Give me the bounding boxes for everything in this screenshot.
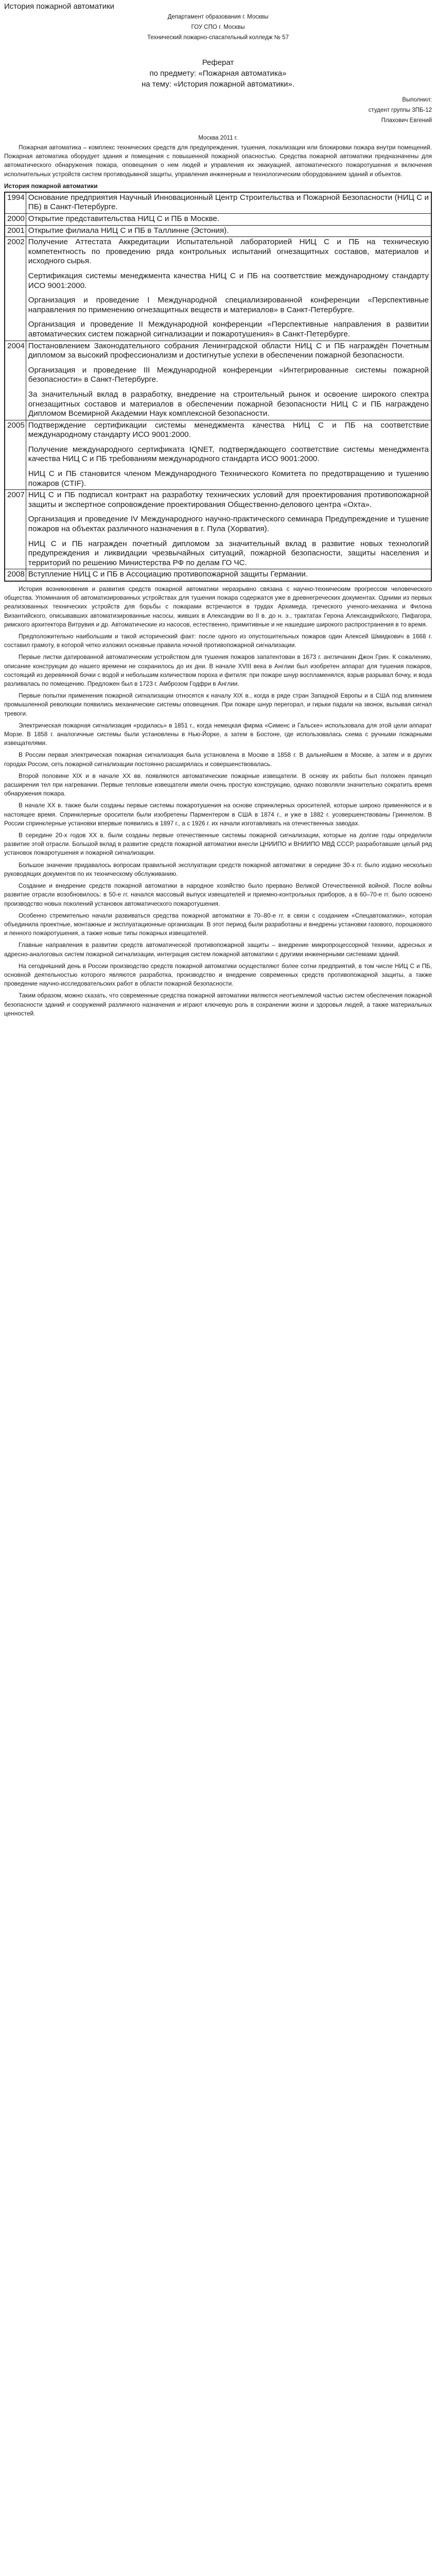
body-paragraph: Первые попытки применения пожарной сигнализации относятся к началу XIX в., когда в ряде стран Западной Европы и в США под влиянием промышленной революции появились механические системы оповещения. При пожаре шнур перегорал, и гирьки падали на звонок, вызывая сигнал тревоги. — [4, 692, 432, 717]
abstract-block — [4, 57, 432, 90]
timeline-year: 2005 — [5, 420, 26, 490]
body-paragraph: Особенно стремительно начали развиваться средства пожарной автоматики в 70–80-е гг. в связи с созданием «Спецавтоматики», которая объединила проектные, монтажные и эксплуатационные организации. В этот период были разработаны и внедрены установки газового, порошкового и пенного пожаротушения, а также новые типы пожарных извещателей. — [4, 911, 432, 937]
body-paragraph: История возникновения и развития средств пожарной автоматики неразрывно связана с научно-техническим прогрессом человеческого общества. Упоминания об автоматизированных устройствах для тушения пожара содержатся уже в древнегреческих документах. Одними из первых реализованных технических устройств для борьбы с пожарами встречаются в трудах Архимеда, греческого ученого-механика и Филона Византийского, описывавших автоматизированные насосы, живших в Александрии во II в. до н. э., трактатах Герона Александрийского, Пифагора, римского архитектора Витрувия и др. Автоматические из насосов, естественно, примитивные и не нашедшие широкого распространения в то время. — [4, 585, 432, 628]
timeline-row — [5, 420, 431, 490]
author-name: Плахович Евгений — [381, 117, 432, 124]
body-paragraph: Первые листки датированной автоматическим устройством для тушения пожаров запатентован в 1673 г. англичанин Джон Грин. К сожалению, описание конструкции до нашего времени не сохранилось до их дни. В начале XVIII века в Англии был изобретен аппарат для тушения пожаров, состоящий из деревянной бочки с водой и небольшим количеством пороха и фитиля: при пожаре шнур воспламенялся, взрыв разрывал бочку, и вода разливалась по помещению. Предложен был в 1723 г. Амброзом Годфри в Англии. — [4, 653, 432, 688]
timeline-row — [5, 192, 431, 214]
timeline-description — [26, 420, 431, 490]
abstract-topic: на тему: «История пожарной автоматики». — [141, 80, 295, 89]
timeline-description — [26, 569, 431, 581]
timeline-entry: Организация и проведение II Международной конференции «Перспективные направления в развитии автоматических систем пожарной сигнализации и пожаротушения» в Санкт-Петербурге. — [28, 320, 429, 338]
timeline-entry: Основание предприятия Научный Инновационный Центр Строительства и Пожарной Безопасности (НИЦ С и ПБ) в Санкт-Петербурге. — [28, 193, 429, 212]
timeline-row — [5, 490, 431, 569]
document-page — [0, 2, 436, 1031]
abstract-subject: по предмету: «Пожарная автоматика» — [149, 69, 287, 78]
history-timeline-table — [4, 192, 432, 582]
body-paragraph: Создание и внедрение средств пожарной автоматики в народное хозяйство было прервано Великой Отечественной войной. После войны развитие отрасли возобновилось: в 50-е гг. начался массовый выпуск извещателей и приемно-контрольных приборов, а в 60–70-е гг. было освоено производство новых поколений установок автоматического пожаротушения. — [4, 882, 432, 907]
timeline-description — [26, 214, 431, 226]
author-group: студент группы 3ПБ-12 — [368, 107, 432, 113]
timeline-year: 2001 — [5, 225, 26, 237]
timeline-entry: НИЦ С и ПБ награжден почетный дипломом за значительный вклад в развитие новых технологий предупреждения и ликвидации чрезвычайных ситуаций, пожарной безопасности, защиты населения и территорий по решению Министерства РФ по делам ГО ЧС. — [28, 539, 429, 567]
timeline-entry: Организация и проведение IV Международного научно-практического семинара Предупреждение и тушение пожаров на объектах различного назначения в г. Пула (Хорватия). — [28, 515, 429, 534]
history-body — [4, 585, 432, 1018]
history-heading: История пожарной автоматики — [4, 182, 98, 190]
intro-paragraph: Пожарная автоматика – комплекс технических средств для предупреждения, тушения, локализации или блокировки пожара внутри помещений. Пожарная автоматика оборудует здания и помещения с повышенной пожарной опасностью. Средства пожарной автоматики предназначены для автоматического обнаружения пожара, оповещения о нем людей и управления их эвакуацией, автоматического пожаротушения и включения исполнительных устройств систем противодымной защиты, управления инженерным и технологическим оборудованием зданий и объектов. — [4, 144, 432, 178]
author-role: Выполнил: — [402, 97, 432, 103]
body-paragraph: В середине 20-х годов XX в. были созданы первые отечественные системы пожарной сигнализации, которые на долгие годы определили развитие этой отрасли. Большой вклад в развитие средств пожарной автоматики внесли ЦНИИПО и ВНИИПО МВД СССР, разработавшие целый ряд установок пожаротушения и пожарной сигнализации. — [4, 832, 432, 857]
timeline-entry: Вступление НИЦ С и ПБ в Ассоциацию противопожарной защиты Германии. — [28, 570, 308, 579]
author-block — [4, 95, 432, 126]
timeline-entry: Постановлением Законодательного собрания Ленинградской области НИЦ С и ПБ награждён Почетным дипломом за высокий профессионализм и достигнутые успехи в обеспечении пожарной безопасности. — [28, 341, 429, 360]
timeline-year: 1994 — [5, 192, 26, 214]
abstract-label: Реферат — [202, 58, 234, 67]
timeline-entry: Подтверждение сертификации системы менеджмента качества НИЦ С и ПБ на соответствие международному стандарту ИСО 9001:2000. — [28, 420, 429, 439]
timeline-year: 2008 — [5, 569, 26, 581]
body-paragraph: Таким образом, можно сказать, что современные средства пожарной автоматики являются неотъемлемой частью систем обеспечения пожарной безопасности зданий и сооружений различного назначения и играют ключевую роль в сохранении жизни и здоровья людей, а также материальных ценностей. — [4, 992, 432, 1017]
timeline-description — [26, 225, 431, 237]
timeline-description — [26, 237, 431, 341]
body-paragraph: В России первая электрическая пожарная сигнализация была установлена в Москве в 1858 г. В дальнейшем в Москве, а затем и в других городах России, сеть пожарной сигнализации постоянно расширялась и совершенствовалась. — [4, 751, 432, 768]
timeline-row — [5, 569, 431, 581]
timeline-entry: Сертификация системы менеджмента качества НИЦ С и ПБ на соответствие международному стандарту ИСО 9001:2000. — [28, 271, 429, 290]
body-paragraph: Главные направления в развитии средств автоматической противопожарной защиты – внедрение микропроцессорной техники, адресных и адресно-аналоговых систем пожарной сигнализации, интеграция систем пожарной автоматики с другими инженерными системами зданий. — [4, 941, 432, 958]
timeline-entry: НИЦ С и ПБ подписал контракт на разработку технических условий для проектирования противопожарной защиты и экспертное сопровождение проектирования Общественно-делового центра «Охта». — [28, 490, 429, 509]
timeline-row — [5, 341, 431, 420]
timeline-year: 2002 — [5, 237, 26, 341]
timeline-entry: Получение Аттестата Аккредитации Испытательной лабораторией НИЦ С и ПБ на техническую компетентность по проведению ряда контрольных испытаний огнезащитных составов, материалов и исходного сырья. — [28, 238, 429, 266]
timeline-entry: Получение международного сертификата IQNET, подтверждающего соответствие системы менеджмента качества НИЦ С и ПБ требованиям международного стандарта ИСО 9001:2000. — [28, 445, 429, 464]
body-paragraph: Второй половине XIX и в начале XX вв. появляются автоматические пожарные извещатели. В основу их работы был положен принцип расширения тел при нагревании. Первые тепловые извещатели имели очень простую конструкцию, однако позволяли значительно сократить время обнаружения пожара. — [4, 772, 432, 798]
document-title: История пожарной автоматики — [4, 2, 115, 11]
timeline-row — [5, 225, 431, 237]
body-paragraph: Большое значение придавалось вопросам правильной эксплуатации средств пожарной автоматики: в середине 30-х гг. было издано несколько руководящих документов по их техническому обслуживанию. — [4, 861, 432, 877]
body-paragraph: На сегодняшний день в России производство средств пожарной автоматики осуществляют более сотни предприятий, в том числе НИЦ С и ПБ, основной деятельностью которого являются разработка, производство и внедрение современных средств противопожарной защиты, а также проведение научно-исследовательских работ в области пожарной безопасности. — [4, 962, 432, 988]
timeline-entry: Организация и проведение III Международной конференции «Интегрированные системы пожарной безопасности» в Санкт-Петербурге. — [28, 365, 429, 384]
timeline-description — [26, 341, 431, 420]
timeline-description — [26, 490, 431, 569]
timeline-entry: Открытие представительства НИЦ С и ПБ в Москве. — [28, 214, 220, 223]
body-paragraph: Предположительно наибольшим и такой исторический факт: после одного из опустошительных пожаров один Алексей Шмидкович в 1668 г. составил грамоту, в которой четко изложил основные правила ночной противопожарной сигнализации. — [4, 633, 432, 649]
timeline-entry: НИЦ С и ПБ становится членом Международного Технического Комитета по предотвращению и тушению пожаров (CTIF). — [28, 469, 429, 488]
department-line: Департамент образования г. Москвы — [167, 14, 269, 20]
timeline-entry: За значительный вклад в разработку, внедрение на строительный рынок и освоение широкого спектра огнезащитных составов и материалов в обеспечении пожарной безопасности НИЦ С и ПБ награждено Дипломом Всемирной Академии Наук комплексной безопасности. — [28, 389, 429, 418]
timeline-row — [5, 237, 431, 341]
timeline-entry: Организация и проведение I Международной специализированной конференции «Перспективные направления по применению огнезащитных веществ и материалов» в Санкт-Петербурге. — [28, 296, 429, 314]
timeline-year: 2004 — [5, 341, 26, 420]
body-paragraph: В начале XX в. также были созданы первые системы пожаротушения на основе спринклерных оросителей, которые широко применяются и в настоящее время. Спринклерные оросители были изобретены Парментером в США в 1874 г., и уже в 1882 г. усовершенствованы Гриннелом. В России спринклерные установки впервые появились в 1897 г., а с 1926 г. их начали изготавливать на отечественных заводах. — [4, 802, 432, 827]
timeline-year: 2000 — [5, 214, 26, 226]
timeline-entry: Открытие филиала НИЦ С и ПБ в Таллинне (Эстония). — [28, 226, 229, 235]
school-line: ГОУ СПО г. Москвы — [191, 24, 245, 30]
timeline-row — [5, 214, 431, 226]
body-paragraph: Электрическая пожарная сигнализация «родилась» в 1851 г., когда немецкая фирма «Сименс и Гальске» использовала для этой цели аппарат Морзе. В 1858 г. аналогичные системы были установлены в Нью-Йорке, а затем в Бостоне, где использовалась схема с ручными пожарными извещателями. — [4, 721, 432, 747]
timeline-year: 2007 — [5, 490, 26, 569]
college-line: Технический пожарно-спасательный колледж № 57 — [147, 35, 289, 41]
timeline-description — [26, 192, 431, 214]
city-year: Москва 2011 г. — [198, 135, 238, 141]
